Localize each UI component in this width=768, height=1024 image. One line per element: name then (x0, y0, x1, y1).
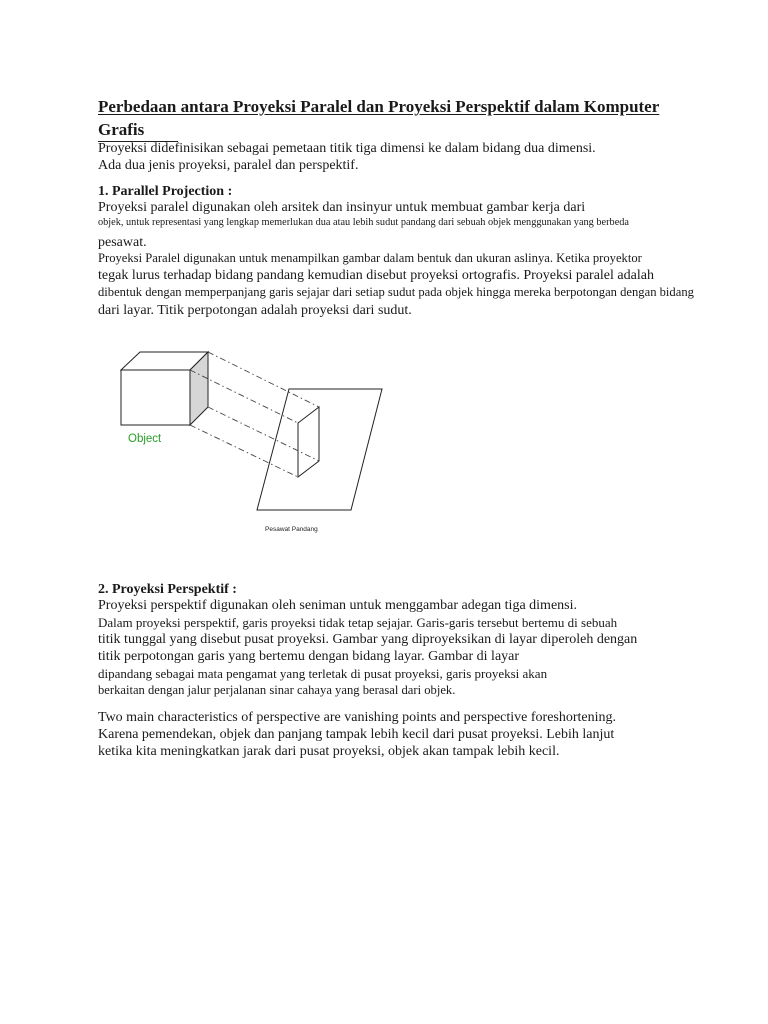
section2-line-2: Dalam proyeksi perspektif, garis proyeksi tidak tetap sejajar. Garis-garis tersebut bertemu di sebuah (98, 615, 618, 630)
section1-line-2: objek, untuk representasi yang lengkap memerlukan dua atau lebih sudut pandang dari sebuah objek menggunakan yang berbeda (98, 217, 629, 228)
section2-line-4: titik perpotongan garis yang bertemu dengan bidang layar. Gambar di layar (98, 649, 520, 664)
section1-line-6: dibentuk dengan memperpanjang garis sejajar dari setiap sudut pada objek hingga mereka berpotongan dengan bidang (98, 285, 694, 299)
document-title-line-1: Perbedaan antara Proyeksi Paralel dan Proyeksi Perspektif dalam Komputer (98, 97, 660, 116)
document-title-line-2: Grafis (98, 120, 145, 139)
section2-para2-line-3: ketika kita meningkatkan jarak dari pusat proyeksi, objek akan tampak lebih kecil. (98, 744, 560, 759)
section1-line-1: Proyeksi paralel digunakan oleh arsitek dan insinyur untuk membuat gambar kerja dari (98, 200, 586, 215)
section2-line-5: dipandang sebagai mata pengamat yang terletak di pusat proyeksi, garis proyeksi akan (98, 666, 548, 681)
intro-line-2: Ada dua jenis proyeksi, paralel dan perspektif. (98, 158, 359, 173)
object-label: Object (128, 433, 162, 445)
section1-heading: 1. Parallel Projection : (98, 184, 233, 199)
section2-para2-line-2: Karena pemendekan, objek dan panjang tampak lebih kecil dari pusat proyeksi. Lebih lanjut (98, 727, 615, 742)
section1-line-3: pesawat. (98, 235, 147, 250)
view-plane-label: Pesawat Pandang (265, 526, 318, 533)
section1-line-4: Proyeksi Paralel digunakan untuk menampilkan gambar dalam bentuk dan ukuran aslinya. Ketika proyektor (98, 251, 642, 265)
intro-line-1: Proyeksi didefinisikan sebagai pemetaan titik tiga dimensi ke dalam bidang dua dimensi. (98, 141, 596, 156)
section2-line-6: berkaitan dengan jalur perjalanan sinar cahaya yang berasal dari objek. (98, 683, 456, 697)
section1-line-5: tegak lurus terhadap bidang pandang kemudian disebut proyeksi ortografis. Proyeksi paralel adalah (98, 268, 654, 283)
section2-line-1: Proyeksi perspektif digunakan oleh seniman untuk menggambar adegan tiga dimensi. (98, 598, 577, 613)
object-cube (121, 352, 208, 425)
section2-line-3: titik tunggal yang disebut pusat proyeksi. Gambar yang diproyeksikan di layar diperoleh dengan (98, 632, 638, 647)
section2-para2-line-1: Two main characteristics of perspective are vanishing points and perspective foreshortening. (98, 710, 617, 725)
section1-line-7: dari layar. Titik perpotongan adalah proyeksi dari sudut. (98, 303, 412, 318)
section2-heading: 2. Proyeksi Perspektif : (98, 582, 237, 597)
projected-image (298, 407, 319, 477)
